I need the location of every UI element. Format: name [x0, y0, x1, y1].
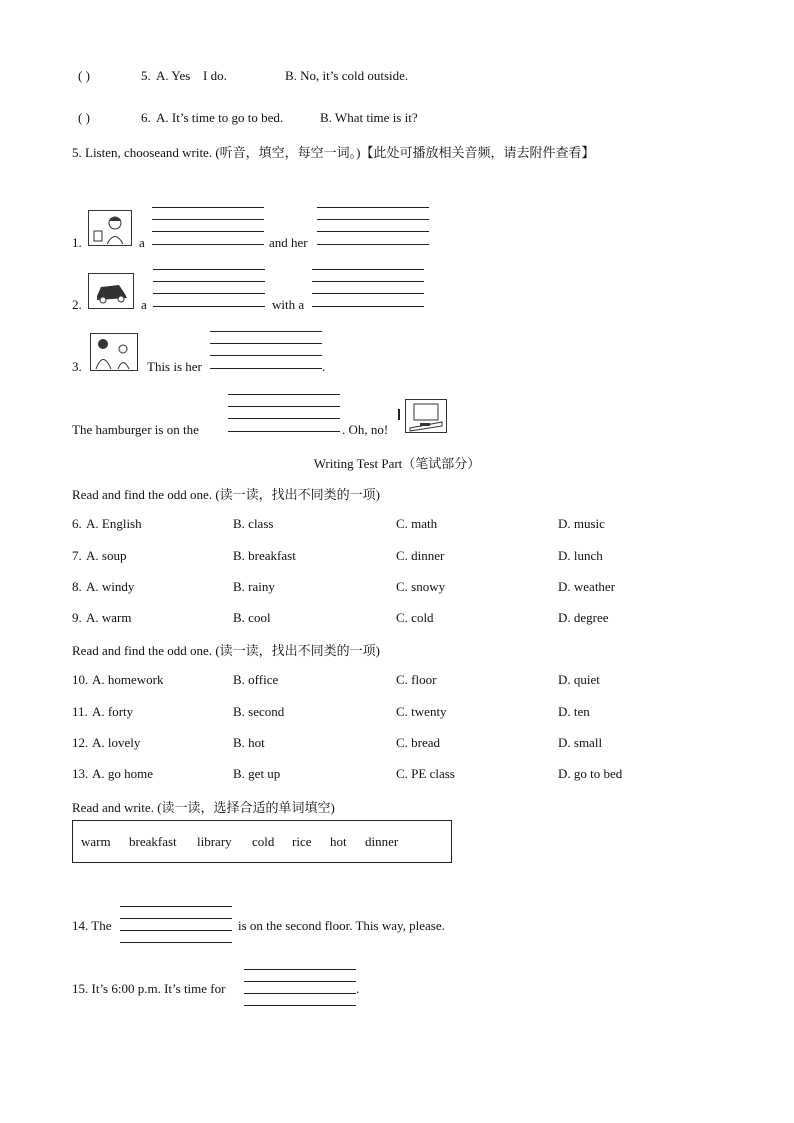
listen-2-blank-2-line[interactable]	[312, 306, 424, 307]
read-write-title: Read and write. (读一读，选择合适的单词填空)	[72, 800, 335, 815]
q5-paren: ( )	[78, 68, 90, 83]
q11-odd-d: D. ten	[558, 704, 590, 719]
listen-4-marker	[398, 409, 400, 420]
q11-odd-c: C. twenty	[396, 704, 447, 719]
listen-2-picture	[88, 273, 134, 309]
q6-number: 6.	[141, 110, 151, 125]
q10-odd-d: D. quiet	[558, 672, 600, 687]
q13-odd-a: A. go home	[92, 766, 154, 781]
q6-odd-d: D. music	[558, 516, 605, 531]
q15-suffix: .	[356, 981, 360, 996]
listen-2-a: a	[141, 297, 147, 312]
q14-blank-line	[120, 906, 232, 907]
mother-picture-icon	[91, 334, 137, 370]
q6-odd-number: 6.	[72, 516, 82, 531]
q11-odd-number: 11.	[72, 704, 88, 719]
q7-odd-b: B. breakfast	[233, 548, 296, 563]
q13-odd-d: D. go to bed	[558, 766, 623, 781]
q8-odd-d: D. weather	[558, 579, 616, 594]
q11-odd-b: B. second	[233, 704, 285, 719]
q7-odd-number: 7.	[72, 548, 82, 563]
listen-1-mid: and her	[269, 235, 308, 250]
listen-2-blank-2-line	[312, 281, 424, 282]
q10-odd-number: 10.	[72, 672, 89, 687]
word-bank-word: dinner	[365, 834, 399, 849]
toy-car-icon	[89, 274, 133, 308]
q5-number: 5.	[141, 68, 151, 83]
listen-2-mid: with a	[272, 297, 305, 312]
listen-1-blank-2-line	[317, 231, 429, 232]
q7-odd-d: D. lunch	[558, 548, 603, 563]
q6-paren: ( )	[78, 110, 90, 125]
section5-title: 5. Listen, chooseand write. (听音，填空，每空一词。)【此处可播放相关音频，请去附件查看】	[72, 145, 595, 160]
listen-3-number: 3.	[72, 359, 82, 374]
listen-2-blank-1-line	[153, 281, 265, 282]
q13-odd-b: B. get up	[233, 766, 281, 781]
q14-prefix: 14. The	[72, 918, 112, 933]
listen-1-a: a	[139, 235, 145, 250]
word-bank-word: hot	[330, 834, 347, 849]
q10-odd-c: C. floor	[396, 672, 437, 687]
q13-odd-number: 13.	[72, 766, 89, 781]
q9-odd-b: B. cool	[233, 610, 271, 625]
listen-3-blank-line	[210, 355, 322, 356]
q7-odd-c: C. dinner	[396, 548, 445, 563]
q15-blank-line	[244, 981, 356, 982]
odd-one-title-2: Read and find the odd one. (读一读，找出不同类的一项)	[72, 643, 380, 658]
listen-1-blank-1-line	[152, 207, 264, 208]
q12-odd-b: B. hot	[233, 735, 265, 750]
q14-blank-line[interactable]	[120, 930, 232, 931]
listen-3-blank-line	[210, 343, 322, 344]
q6-odd-c: C. math	[396, 516, 438, 531]
listen-1-number: 1.	[72, 235, 82, 250]
word-bank-word: library	[197, 834, 232, 849]
q8-odd-c: C. snowy	[396, 579, 446, 594]
q15-blank-line	[244, 1005, 356, 1006]
q12-odd-d: D. small	[558, 735, 603, 750]
listen-4-blank-line	[228, 418, 340, 419]
listen-4-end: . Oh, no!	[342, 422, 389, 437]
writing-part-title: Writing Test Part（笔试部分）	[313, 456, 481, 471]
word-bank-box	[72, 820, 452, 863]
q15-blank-line	[244, 969, 356, 970]
listen-1-blank-1-line	[152, 231, 264, 232]
q5-option-a: A. Yes	[156, 68, 191, 83]
q15-prefix: 15. It’s 6:00 p.m. It’s time for	[72, 981, 226, 996]
q14-blank-line	[120, 918, 232, 919]
girl-picture-icon	[89, 211, 131, 245]
listen-4-blank-line	[228, 394, 340, 395]
listen-2-blank-1-line	[153, 293, 265, 294]
listen-3-blank-line	[210, 331, 322, 332]
q9-odd-number: 9.	[72, 610, 82, 625]
q12-odd-c: C. bread	[396, 735, 441, 750]
listen-1-picture	[88, 210, 132, 246]
q6-option-b: B. What time is it?	[320, 110, 418, 125]
q10-odd-a: A. homework	[92, 672, 164, 687]
q9-odd-c: C. cold	[396, 610, 434, 625]
word-bank-word: rice	[292, 834, 312, 849]
listen-1-blank-2-line	[317, 219, 429, 220]
listen-3-blank-line[interactable]	[210, 368, 322, 369]
computer-desk-icon	[406, 400, 446, 432]
q8-odd-number: 8.	[72, 579, 82, 594]
listen-4-picture	[405, 399, 447, 433]
listen-1-blank-1-line	[152, 219, 264, 220]
word-bank-word: breakfast	[129, 834, 177, 849]
q14-suffix: is on the second floor. This way, please.	[238, 918, 445, 933]
q8-odd-b: B. rainy	[233, 579, 275, 594]
word-bank-word: cold	[252, 834, 275, 849]
listen-1-blank-1-line[interactable]	[152, 244, 264, 245]
listen-2-number: 2.	[72, 297, 82, 312]
listen-4-blank-line	[228, 406, 340, 407]
listen-3-end: .	[322, 359, 326, 374]
q12-odd-a: A. lovely	[92, 735, 141, 750]
q8-odd-a: A. windy	[86, 579, 135, 594]
q5-option-b: B. No, it’s cold outside.	[285, 68, 409, 83]
q12-odd-number: 12.	[72, 735, 89, 750]
listen-2-blank-1-line[interactable]	[153, 306, 265, 307]
q11-odd-a: A. forty	[92, 704, 134, 719]
listen-4-sentence: The hamburger is on the	[72, 422, 199, 437]
q6-odd-a: A. English	[86, 516, 142, 531]
q14-blank-line	[120, 942, 232, 943]
listen-1-blank-2-line	[317, 207, 429, 208]
q9-odd-d: D. degree	[558, 610, 609, 625]
q10-odd-b: B. office	[233, 672, 279, 687]
q6-odd-b: B. class	[233, 516, 274, 531]
q5-option-a-cont: I do.	[203, 68, 227, 83]
word-bank-word: warm	[81, 834, 111, 849]
listen-2-blank-1-line	[153, 269, 265, 270]
q9-odd-a: A. warm	[86, 610, 132, 625]
listen-2-blank-2-line	[312, 269, 424, 270]
q15-blank-line[interactable]	[244, 993, 356, 994]
listen-4-blank-line[interactable]	[228, 431, 340, 432]
listen-1-blank-2-line[interactable]	[317, 244, 429, 245]
odd-one-title-1: Read and find the odd one. (读一读，找出不同类的一项)	[72, 487, 380, 502]
q13-odd-c: C. PE class	[396, 766, 455, 781]
q6-option-a: A. It’s time to go to bed.	[156, 110, 284, 125]
listen-3-picture	[90, 333, 138, 371]
listen-2-blank-2-line	[312, 293, 424, 294]
q7-odd-a: A. soup	[86, 548, 127, 563]
listen-3-a: This is her	[147, 359, 202, 374]
